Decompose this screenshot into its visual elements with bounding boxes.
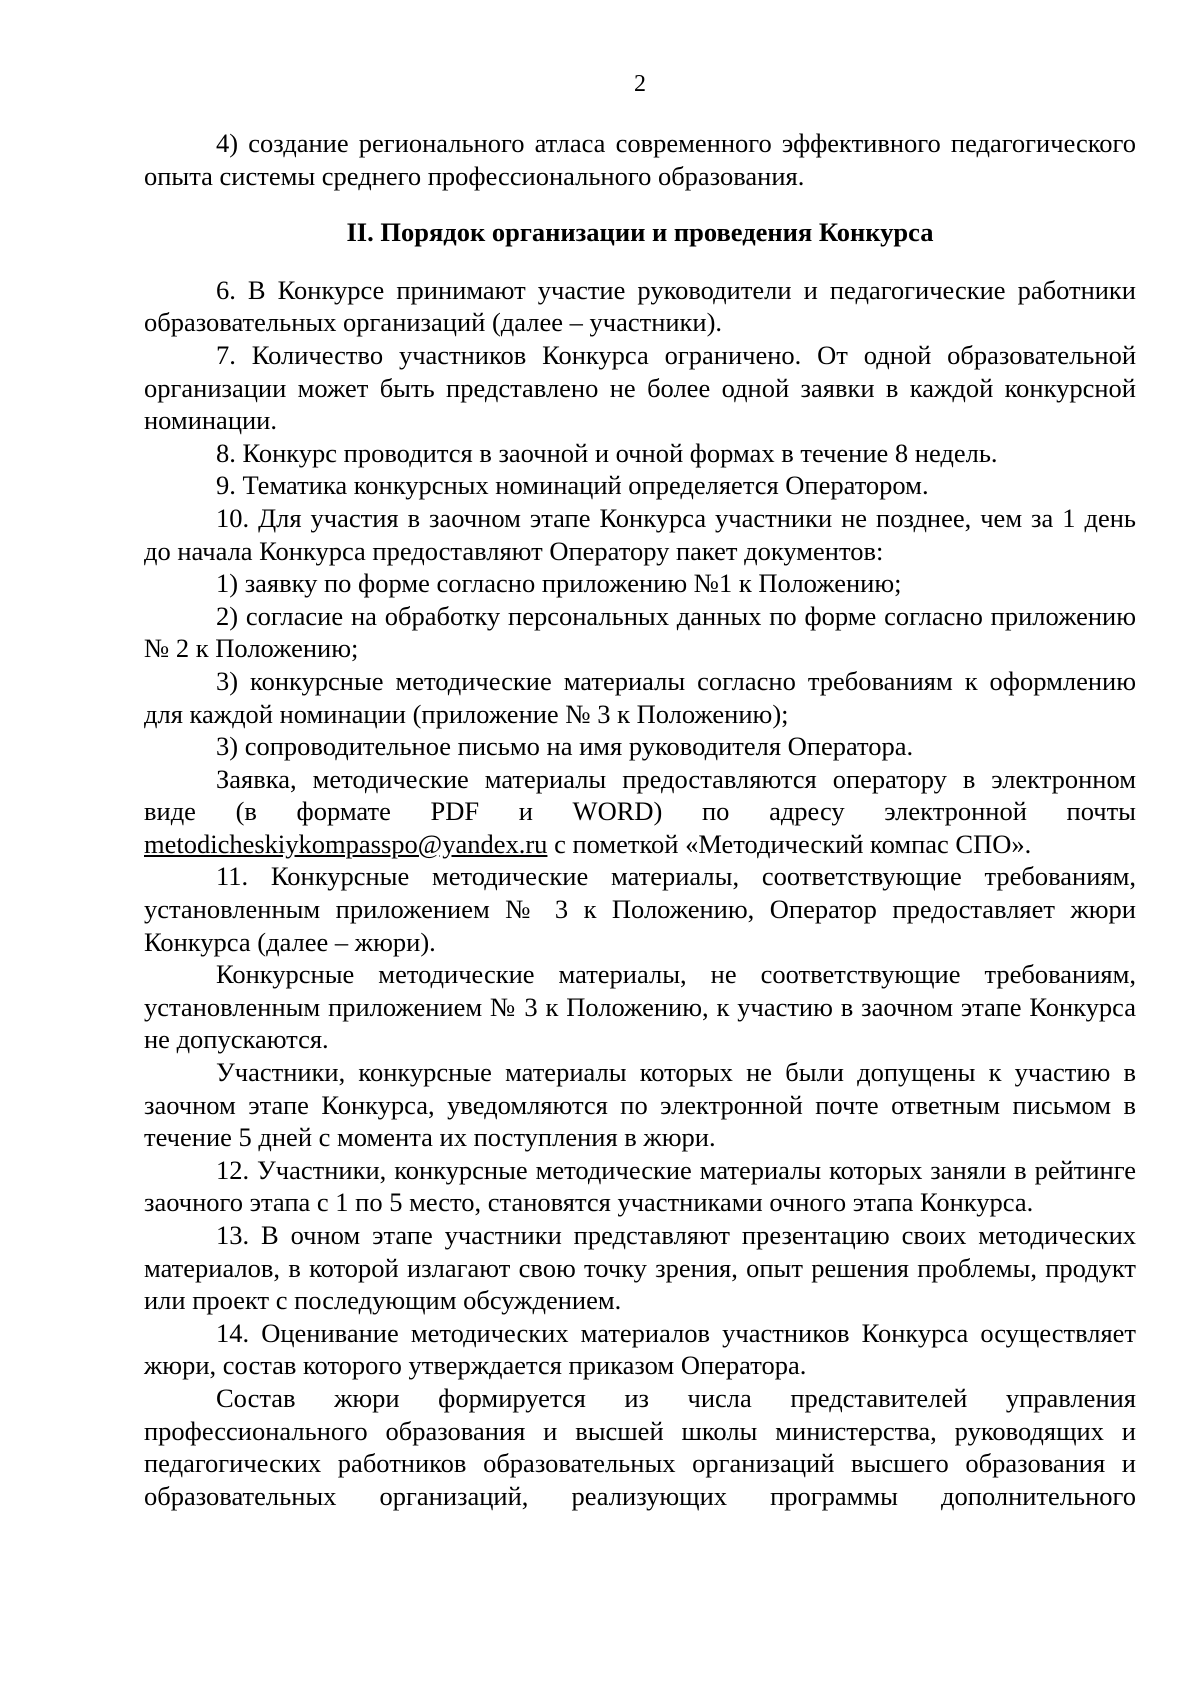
paragraph-9: 9. Тематика конкурсных номинаций определяется Оператором. [216, 470, 929, 501]
paragraph-submission [144, 763, 1136, 861]
email-link[interactable]: metodicheskiykompasspo@yandex.ru [144, 828, 548, 859]
list-item-cover-letter: 3) сопроводительное письмо на имя руководителя Оператора. [216, 731, 914, 762]
paragraph-8: 8. Конкурс проводится в заочной и очной формах в течение 8 недель. [216, 437, 998, 468]
list-item-application: 1) заявку по форме согласно приложению №1 к Положению; [216, 568, 902, 599]
paragraph-14: 14. Оценивание методических материалов участников Конкурса осуществляет жюри, состав которого утверждается приказом Оператора. [144, 1317, 1136, 1381]
section-heading: II. Порядок организации и проведения Конкурса [346, 217, 934, 248]
document-body [144, 127, 1136, 1512]
page-number: 2 [634, 71, 646, 97]
submission-text-after: с пометкой «Методический компас СПО». [547, 828, 1032, 859]
paragraph-7: 7. Количество участников Конкурса ограничено. От одной образовательной организации может быть представлено не более одной заявки в каждой конкурсной номинации. [144, 339, 1136, 436]
paragraph-11: 11. Конкурсные методические материалы, соответствующие требованиям, установленным приложением № 3 к Положению, Оператор предоставляет жюри Конкурса (далее – жюри). [144, 861, 1136, 957]
paragraph-atlas: 4) создание регионального атласа современного эффективного педагогического опыта системы среднего профессионального образования. [144, 128, 1136, 191]
paragraph-jury-composition: Состав жюри формируется из числа представителей управления профессионального образования и высшей школы министерства, руководящих и педагогических работников образовательных организаций высшего образования и образовательных организаций, реализующих программы дополнительного [144, 1382, 1136, 1511]
list-item-materials: 3) конкурсные методические материалы согласно требованиям к оформлению для каждой номинации (приложение № 3 к Положению); [144, 665, 1136, 729]
list-item-consent: 2) согласие на обработку персональных данных по форме согласно приложению № 2 к Положению; [144, 600, 1136, 664]
paragraph-notification: Участники, конкурсные материалы которых не были допущены к участию в заочном этапе Конкурса, уведомляются по электронной почте ответным письмом в течение 5 дней с момента их поступления в жюри. [144, 1057, 1136, 1153]
paragraph-10: 10. Для участия в заочном этапе Конкурса участники не позднее, чем за 1 день до начала Конкурса предоставляют Оператору пакет документов: [144, 502, 1136, 566]
paragraph-13: 13. В очном этапе участники представляют презентацию своих методических материалов, в которой излагают свою точку зрения, опыт решения проблемы, продукт или проект с последующим обсуждением. [144, 1220, 1136, 1316]
paragraph-12: 12. Участники, конкурсные методические материалы которых заняли в рейтинге заочного этапа с 1 по 5 место, становятся участниками очного этапа Конкурса. [144, 1154, 1136, 1218]
submission-text-before: Заявка, методические материалы предоставляются оператору в электронном виде (в формате PDF и WORD) по адресу электронной почты [144, 763, 1136, 827]
paragraph-not-admitted: Конкурсные методические материалы, не соответствующие требованиям, установленным приложением № 3 к Положению, к участию в заочном этапе Конкурса не допускаются. [144, 959, 1136, 1055]
paragraph-6: 6. В Конкурсе принимают участие руководители и педагогические работники образовательных организаций (далее – участники). [144, 274, 1136, 338]
